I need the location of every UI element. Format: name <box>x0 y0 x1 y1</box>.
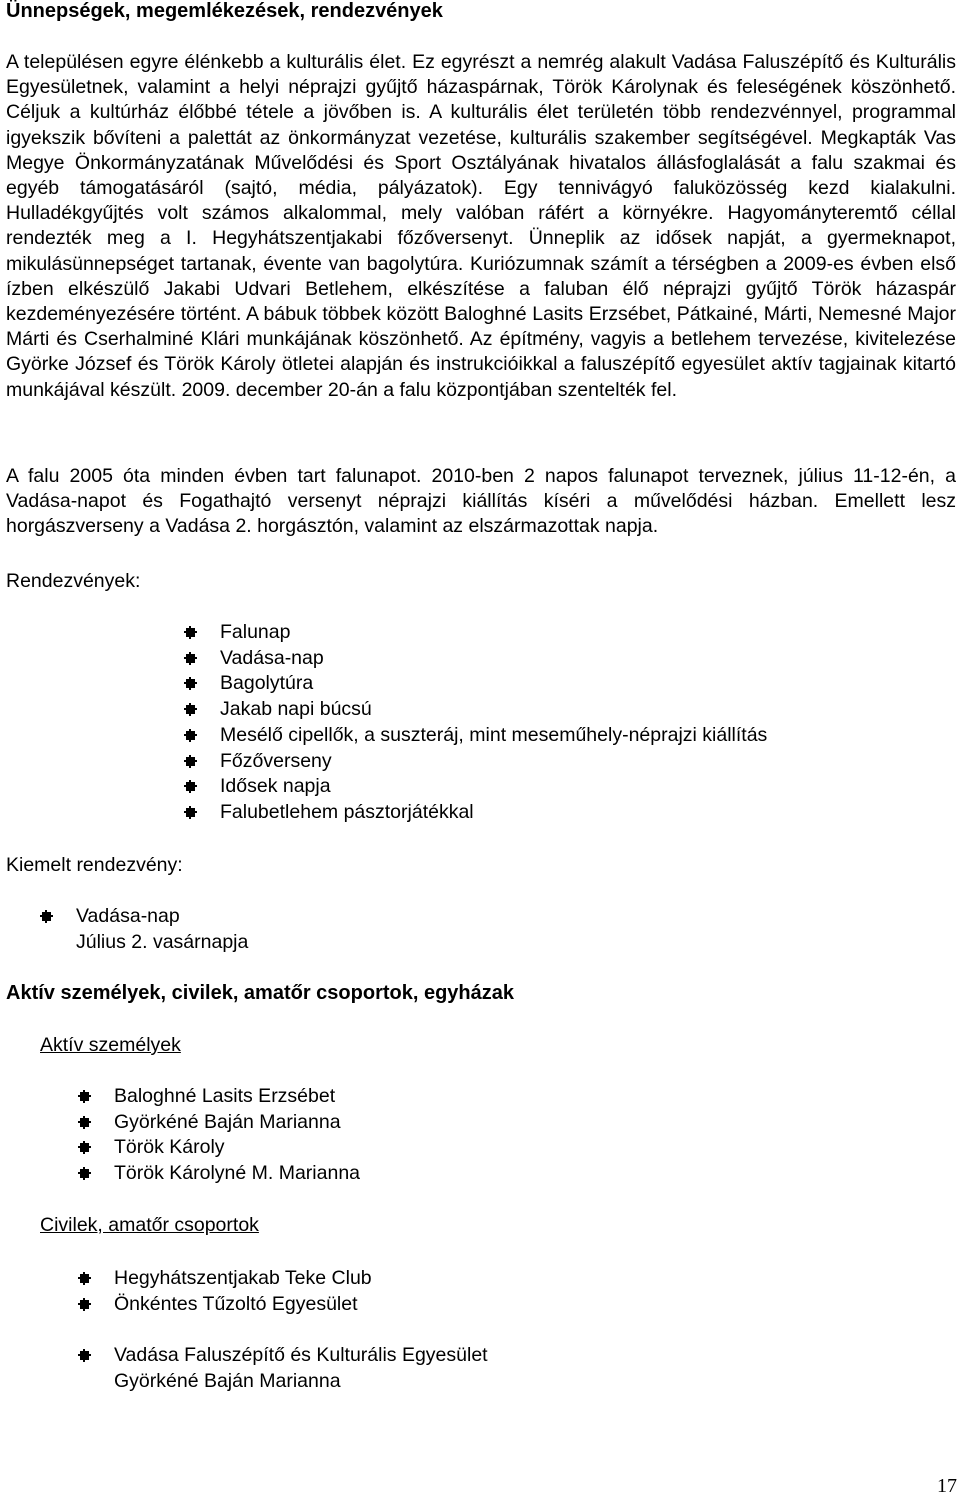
paragraph-village-day: A falu 2005 óta minden évben tart falunapot. 2010-ben 2 napos falunapot terveznek, július 11-12-én, a Vadása-napot és Fogathajtó versenyt néprajzi kiállítás kíséri a művelődési házban. Emellett lesz horgászverseny a Vadása 2. horgásztón, valamint az elszármazottak napja. <box>6 465 956 538</box>
civil-groups-list <box>114 1266 372 1317</box>
bullet-icon <box>186 731 195 740</box>
list-item: Bagolytúra <box>220 671 767 697</box>
bullet-icon <box>186 757 195 766</box>
bullet-icon <box>80 1300 89 1309</box>
list-item: Idősek napja <box>220 774 767 800</box>
featured-list <box>76 904 248 955</box>
bullet-icon <box>186 679 195 688</box>
list-item: Török Károlyné M. Marianna <box>114 1161 360 1187</box>
paragraph-culture: A településen egyre élénkebb a kulturális élet. Ez egyrészt a nemrég alakult Vadása Faluszépítő és Kulturális Egyesületnek, valamint a helyi néprajzi gyűjtő házaspárnak, Török Károlynak és feleségének köszönhető. Céljuk a kultúrház élőbbé tétele a jövőben is. A kulturális élet területén több rendezvénnyel, programmal igyekszik bővíteni a palettát az önkormányzat vezetése, kulturális szakember segítségével. Megkapták Vas Megye Önkormányzatának Művelődési és Sport Osztályának hivatalos állásfoglalását a falu szakmai és egyéb támogatásáról (sajtó, média, pályázatok). Egy tennivágyó faluközösség kezd kialakulni. Hulladékgyűjtés volt számos alkalommal, mely valóban ráfért a környékre. Hagyományteremtő céllal rendezték meg a I. Hegyhátszentjakabi főzőversenyt. Ünneplik az idősek napját, a gyermeknapot, mikulásünnepséget tartanak, évente van bagolytúra. Kuriózumnak számít a térségben a 2009-es évben első ízben elkészülő Jakabi Udvari Betlehem, elkészítése a faluban élő néprajzi gyűjtő Török házaspár kezdeményezésére történt. A bábuk többek között Baloghné Lasits Erzsébet, Pátkainé, Márti, Nemesné Major Márti és Cserhalminé Klári munkájának köszönhető. Az építmény, vagyis a betlehem tervezése, kivitelezése Györke József és Török Károly ötletei alapján és instrukcióikkal a faluszépítő egyesület aktív tagjainak kitartó munkájával készült. 2009. december 20-án a falu központjában szentelték fel. <box>6 51 956 401</box>
list-item: Vadása-nap <box>76 904 248 930</box>
events-label: Rendezvények: <box>6 570 141 592</box>
list-item: Vadása Faluszépítő és Kulturális Egyesület <box>114 1343 488 1369</box>
civil-groups-title: Civilek, amatőr csoportok <box>40 1214 259 1236</box>
bullet-icon <box>42 912 51 921</box>
bullet-icon <box>186 705 195 714</box>
list-item: Falunap <box>220 620 767 646</box>
list-item: Hegyhátszentjakab Teke Club <box>114 1266 372 1292</box>
bullet-icon <box>80 1092 89 1101</box>
list-item: Falubetlehem pásztorjátékkal <box>220 800 767 826</box>
bullet-icon <box>80 1118 89 1127</box>
list-item: Főzőverseny <box>220 749 767 775</box>
bullet-icon <box>80 1274 89 1283</box>
bullet-icon <box>186 628 195 637</box>
section2-title: Aktív személyek, civilek, amatőr csoportok, egyházak <box>6 982 515 1004</box>
list-item: Önkéntes Tűzoltó Egyesület <box>114 1292 372 1318</box>
list-item: Török Károly <box>114 1135 360 1161</box>
featured-date: Július 2. vasárnapja <box>76 930 249 953</box>
bullet-icon <box>186 808 195 817</box>
featured-label: Kiemelt rendezvény: <box>6 854 183 876</box>
bullet-icon <box>80 1351 89 1360</box>
bullet-icon <box>186 782 195 791</box>
association-contact: Györkéné Baján Marianna <box>114 1369 341 1392</box>
bullet-icon <box>80 1143 89 1152</box>
list-item: Györkéné Baján Marianna <box>114 1110 360 1136</box>
bullet-icon <box>186 654 195 663</box>
list-item: Vadása-nap <box>220 646 767 672</box>
page-number: 17 <box>937 1475 957 1497</box>
bullet-icon <box>80 1169 89 1178</box>
section-title: Ünnepségek, megemlékezések, rendezvények <box>6 0 443 22</box>
active-people-title: Aktív személyek <box>40 1034 181 1056</box>
list-item: Baloghné Lasits Erzsébet <box>114 1084 360 1110</box>
events-list <box>220 620 767 826</box>
list-item: Jakab napi búcsú <box>220 697 767 723</box>
association-list <box>114 1343 488 1394</box>
list-item: Mesélő cipellők, a suszteráj, mint meseműhely-néprajzi kiállítás <box>220 723 767 749</box>
active-people-list <box>114 1084 360 1187</box>
